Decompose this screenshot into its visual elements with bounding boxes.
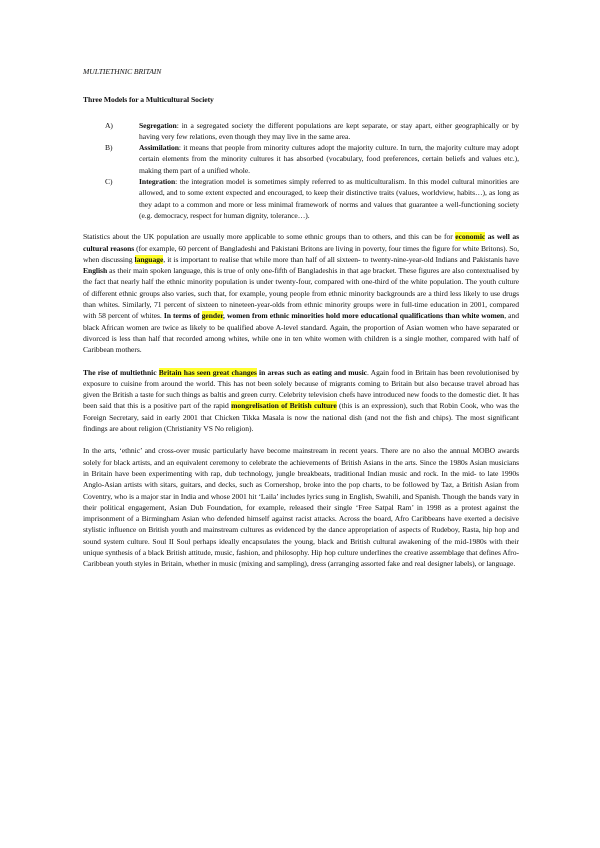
models-list (83, 120, 519, 222)
definition: : the integration model is sometimes simply referred to as multiculturalism. In this model cultural minorities are allowed, and to some extent expected and encouraged, to keep their distinctive traits (values, worldview, habits…), as long as they adapt to a common and more or less minimal framework of norms and values that guarantee a well-functioning society (e.g. democracy, respect for human dignity, tolerance…). (139, 177, 519, 220)
highlight: mongrelisation of British culture (231, 401, 337, 411)
bold-run: In terms of (163, 311, 202, 321)
list-marker: A) (105, 120, 113, 130)
list-item (83, 176, 519, 221)
text-run: . Again food in Britain has been revolutionised by exposure to cuisine from around the world. This has not been solely because of migrants coming to Britain but also because travel abroad has given the British a taste for such things as baltis and green curry. Celebrity television chefs have introduced new foods to the domestic diet. It has been said that this is a positive part of the rapid (83, 367, 520, 411)
list-marker: C) (105, 177, 113, 187)
paragraph-food (83, 367, 519, 435)
text-run: , and black African women are twice as likely to be qualified above A-level standard. Again, the proportion of Asian women who have separated or divorced is less than half that recorded among whites, while one in ten white women with children is a single mother, compared with half of Caribbean mothers. (83, 311, 519, 355)
text-run: , it is important to realise that while more than half of all sixteen- to twenty-nine-year-old Indians and Pakistanis have (163, 254, 519, 264)
term: Integration (139, 177, 176, 187)
text-run: (for example, 60 percent of Bangladeshi and Pakistani Britons are living in poverty, four times the figure for white Britons). So, when discussing (83, 243, 519, 264)
definition: : in a segregated society the different populations are kept separate, or stay apart, either geographically or by having very few relations, even though they may live in the same area. (139, 120, 519, 141)
text-run: as their main spoken language, this is true of only one-fifth of Bangladeshis in that age bracket. These figures are also contextualised by the fact that nearly half the ethnic minority population is under twenty-four, compared with one-third of the white population. The youth culture of different ethnic groups also varies, such that, for example, young people from ethnic minority backgrounds are a third less likely to use drugs than whites. Similarly, 71 percent of sixteen to nineteen-year-olds from ethnic minority groups were in full-time education in 2001, compared with 58 percent of whites. (83, 266, 519, 321)
highlight: Britain has seen great changes (158, 367, 257, 377)
highlight: language (134, 254, 164, 264)
list-item (83, 120, 519, 143)
list-item (83, 142, 519, 176)
paragraph-statistics (83, 231, 519, 355)
bold-run: in areas such as eating and music (256, 367, 368, 377)
document-title: MULTIETHNIC BRITAIN (83, 67, 162, 76)
highlight: economic (455, 232, 486, 242)
text-run: (this is an expression), such that Robin Cook, who was the Foreign Secretary, said in early 2001 that Chicken Tikka Masala is now the national dish (and not the fish and chips). The most significant findings are about religion (Christianity VS No religion). (83, 401, 520, 434)
paragraph-arts: In the arts, ‘ethnic’ and cross-over music particularly have become mainstream in recent years. There are no also the annual MOBO awards solely for black artists, and an equivalent ceremony to celebrate the achievements of British Asians in the arts. Since the 1980s Asian musicians in Britain have been experimenting with rap, dub technology, jungle breakbeats, traditional Indian music and rock. In the mid- to late 1990s Anglo-Asian artists with sitars, guitars, and decks, such as Cornershop, broke into the pop charts, to be followed by Taz, a British Asian from Coventry, who is a major star in India and whose 2001 hit ‘Laila’ includes lyrics sung in English, Swahili, and Spanish. Though the bands vary in their political engagement, Asian Dub Foundation, for example, released their single ‘Free Satpal Ram’ in 1998 as a protest against the imprisonment of a Birmingham Asian who defended himself against racist attacks. Across the board, Afro Caribbeans have exerted a decisive stylistic influence on British youth and mainstream cultures as evidenced by the dance appropriation of aspects of Rudeboy, Rasta, hip hop and sound system culture. Soul II Soul perhaps ideally encapsulates the young, black and British cultural awakening of the mid-1980s with their unique synthesis of a black British attitude, music, fashion, and philosophy. Hip hop culture underlines the creative assemblage that defines Afro-Caribbean youth styles in Britain, whether in music (mixing and sampling), dress (arranging assorted fake and real designer labels), or language. (83, 446, 519, 569)
bold-run: , women from ethnic minorities hold more educational qualifications than white women (223, 311, 505, 321)
bold-run: English (83, 266, 108, 276)
list-marker: B) (105, 143, 113, 153)
highlight: gender (201, 311, 224, 321)
text-run: Statistics about the UK population are usually more applicable to some ethnic groups than to others, and this can be for (83, 232, 456, 242)
term: Assimilation (139, 143, 179, 153)
term: Segregation (139, 120, 177, 130)
bold-run: The rise of multiethnic (83, 367, 159, 377)
bold-run: as well as cultural reasons (83, 232, 519, 253)
section-heading: Three Models for a Multicultural Society (83, 95, 214, 105)
document-page (83, 66, 519, 581)
definition: : it means that people from minority cultures adopt the majority culture. In turn, the majority culture may adopt certain elements from the minority cultures it has absorbed (vocabulary, food preferences, certain beliefs and values etc.), making them part of a unified whole. (139, 143, 519, 175)
